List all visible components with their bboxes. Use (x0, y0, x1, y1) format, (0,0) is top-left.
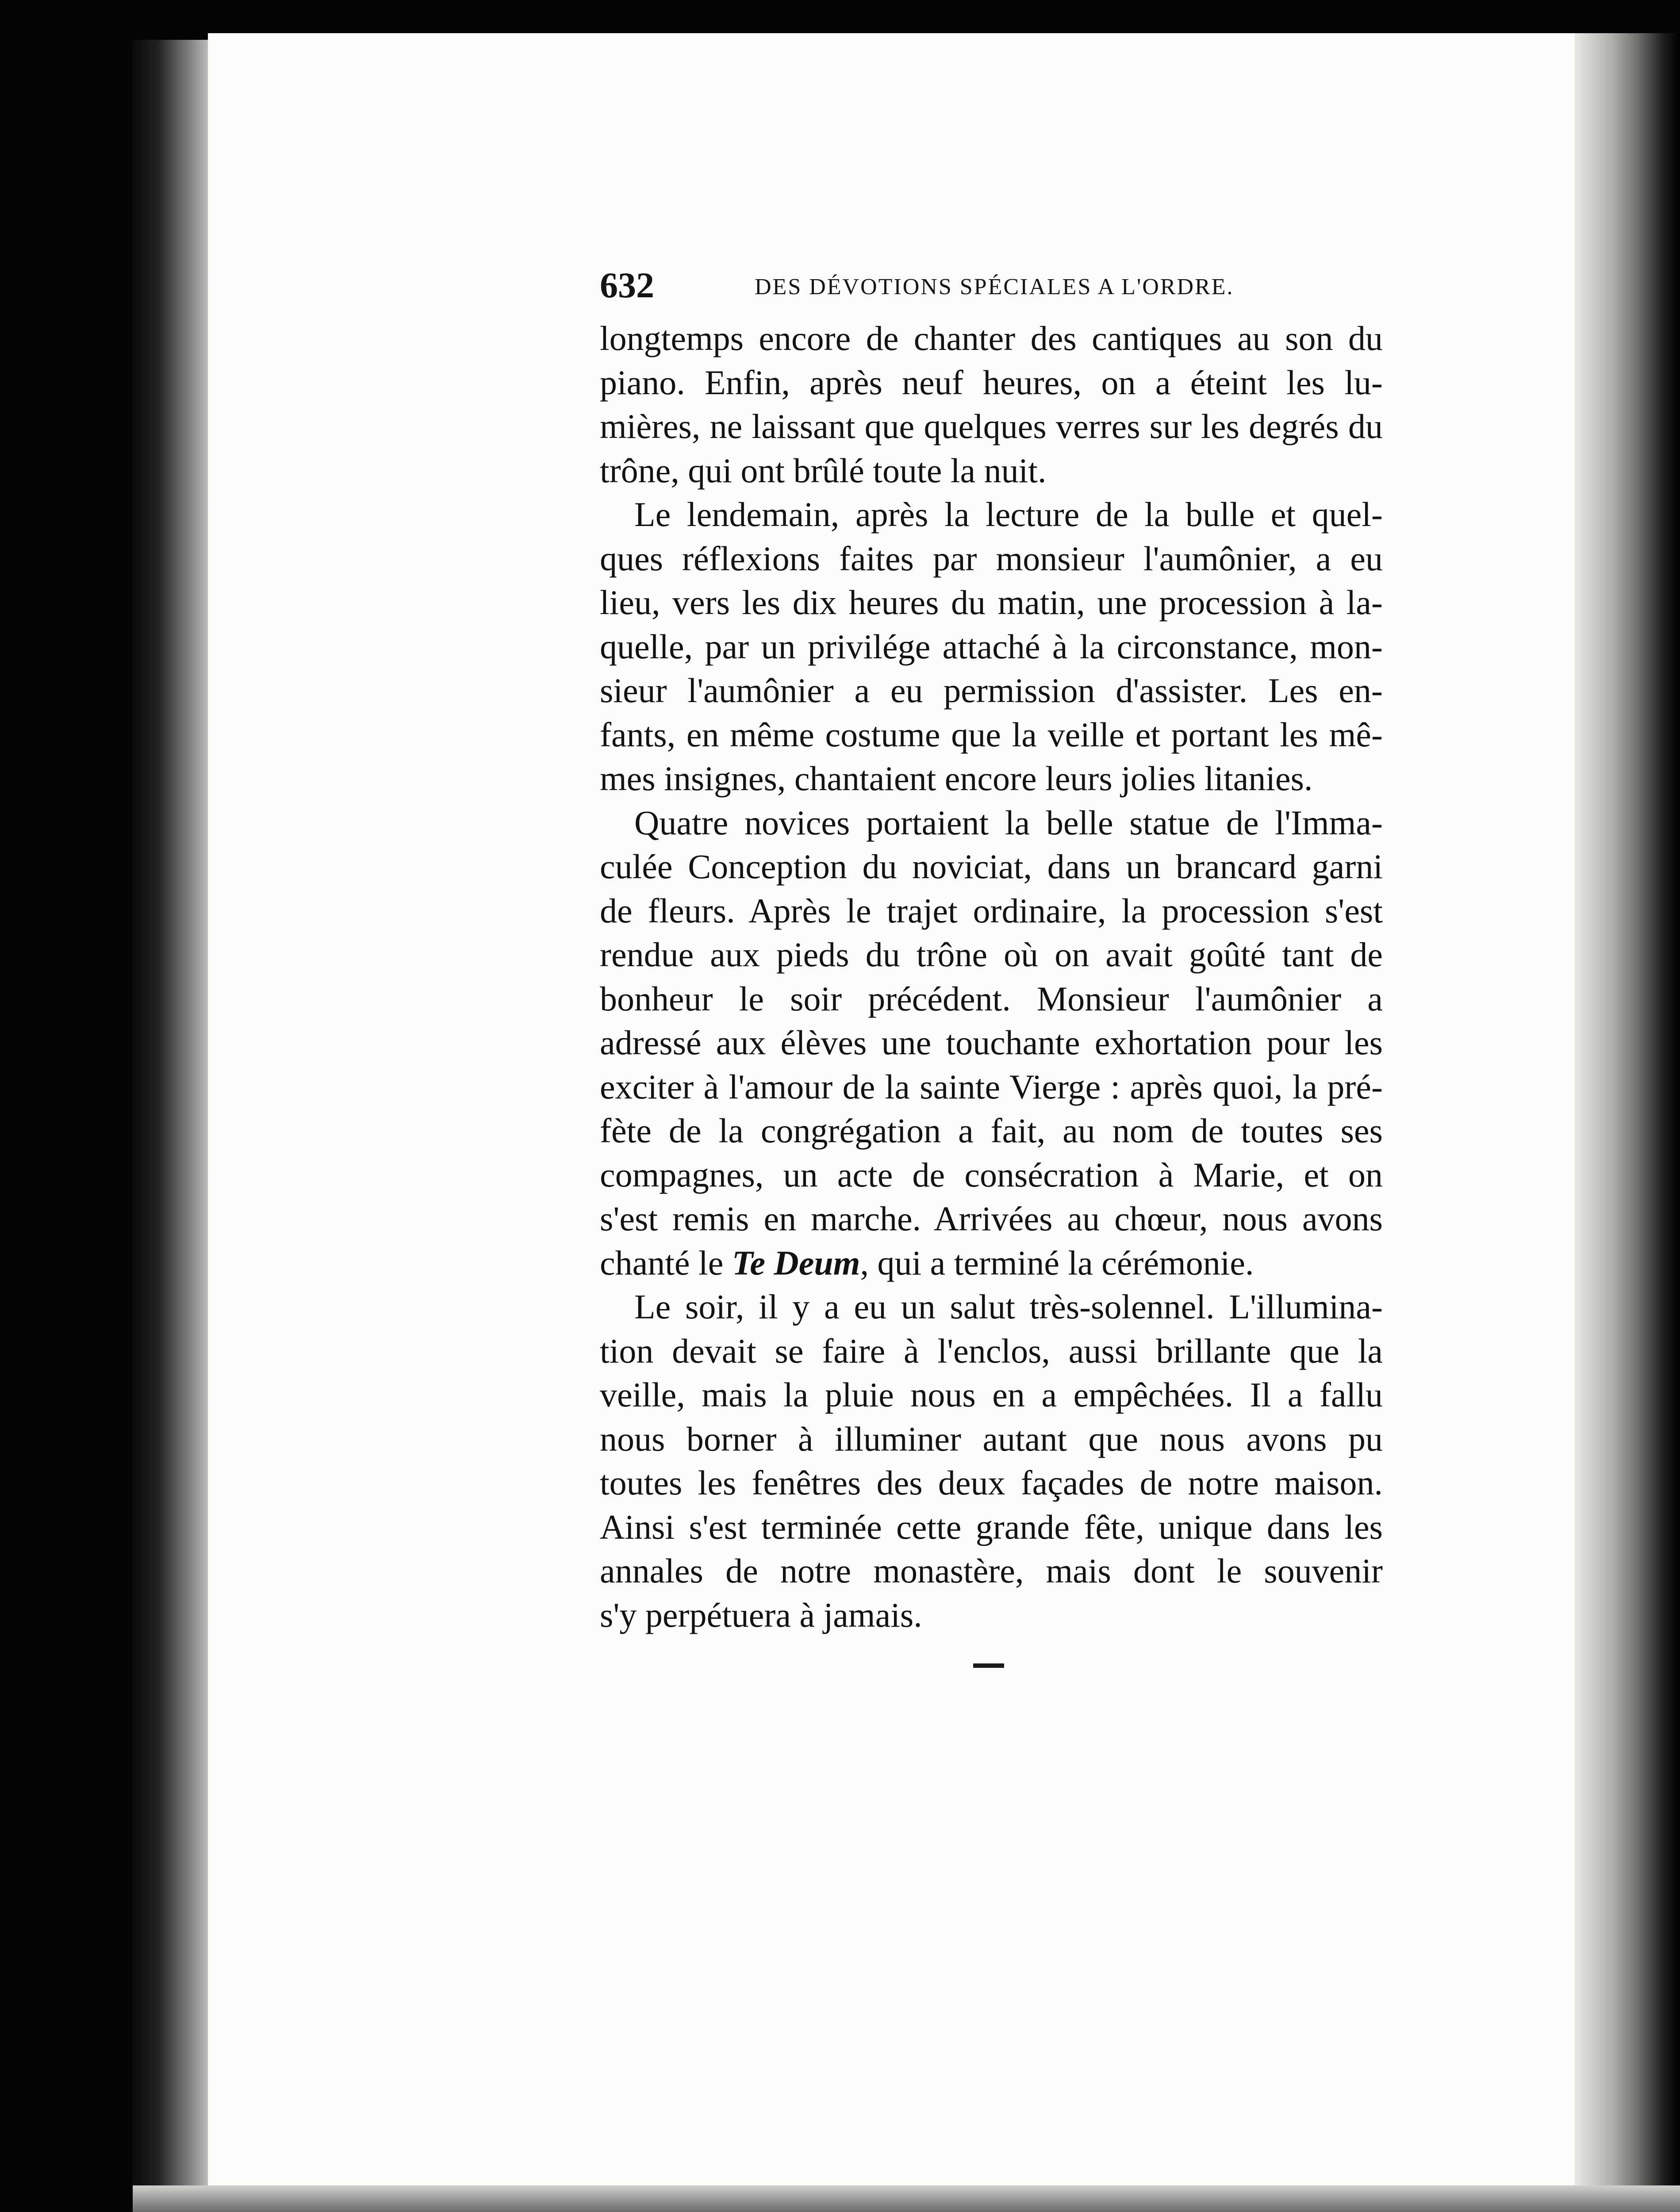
text-line: annales de notre monastère, mais dont le souvenir (600, 1551, 1383, 1590)
page-edge-bottom (133, 2185, 1680, 2212)
text-line: mières, ne laissant que quelques verres sur les degrés du (600, 407, 1383, 445)
page-edge-right (1575, 33, 1680, 2201)
text-line: fants, en même costume que la veille et portant les mê- (600, 715, 1383, 754)
text-fragment: , qui a terminé la cérémonie. (860, 1243, 1254, 1282)
running-title: DES DÉVOTIONS SPÉCIALES A L'ORDRE. (755, 274, 1234, 300)
text-line: piano. Enfin, après neuf heures, on a éteint les lu- (600, 363, 1383, 402)
text-line: quelle, par un privilége attaché à la circonstance, mon- (600, 627, 1383, 666)
text-line: toutes les fenêtres des deux façades de notre maison. (600, 1463, 1383, 1502)
paragraph (600, 801, 1383, 1285)
text-line: Le soir, il y a eu un salut très-solennel. L'illumina- (634, 1287, 1383, 1326)
text-line: de fleurs. Après le trajet ordinaire, la procession s'est (600, 891, 1383, 930)
text-line: longtemps encore de chanter des cantiques au son du (600, 319, 1383, 357)
page-number: 632 (600, 265, 654, 305)
text-line: rendue aux pieds du trône où on avait goûté tant de (600, 935, 1383, 974)
text-line: mes insignes, chantaient encore leurs jolies litanies. (600, 759, 1313, 798)
text-line: Quatre novices portaient la belle statue de l'Imma- (634, 803, 1383, 842)
emphasis-te-deum: Te Deum (732, 1243, 860, 1282)
text-line: trône, qui ont brûlé toute la nuit. (600, 451, 1047, 490)
text-line: compagnes, un acte de consécration à Marie, et on (600, 1155, 1383, 1194)
text-line: veille, mais la pluie nous en a empêchées. Il a fallu (600, 1375, 1383, 1414)
paragraph (600, 492, 1383, 801)
text-line: lieu, vers les dix heures du matin, une procession à la- (600, 583, 1383, 622)
text-fragment: chanté le (600, 1243, 732, 1282)
text-line: s'est remis en marche. Arrivées au chœur, nous avons (600, 1199, 1383, 1238)
text-line-with-emphasis (600, 1241, 1383, 1285)
text-line: s'y perpétuera à jamais. (600, 1595, 922, 1634)
text-line: fète de la congrégation a fait, au nom de toutes ses (600, 1111, 1383, 1150)
book-spine-shadow (133, 40, 217, 2203)
end-rule (973, 1663, 1004, 1668)
text-line: Le lendemain, après la lecture de la bulle et quel- (634, 495, 1383, 534)
text-line: ques réflexions faites par monsieur l'aumônier, a eu (600, 539, 1383, 578)
text-line: bonheur le soir précédent. Monsieur l'aumônier a (600, 979, 1383, 1018)
text-line: tion devait se faire à l'enclos, aussi brillante que la (600, 1331, 1383, 1370)
text-line: adressé aux élèves une touchante exhortation pour les (600, 1023, 1383, 1062)
text-line: nous borner à illuminer autant que nous avons pu (600, 1419, 1383, 1458)
body-text (600, 316, 1383, 1637)
text-line: exciter à l'amour de la sainte Vierge : après quoi, la pré- (600, 1067, 1383, 1106)
text-line: culée Conception du noviciat, dans un brancard garni (600, 847, 1383, 886)
running-head (600, 261, 1246, 310)
text-line: Ainsi s'est terminée cette grande fête, unique dans les (600, 1507, 1383, 1546)
paragraph (600, 1285, 1383, 1637)
text-line: sieur l'aumônier a eu permission d'assister. Les en- (600, 671, 1383, 710)
paragraph (600, 316, 1383, 492)
